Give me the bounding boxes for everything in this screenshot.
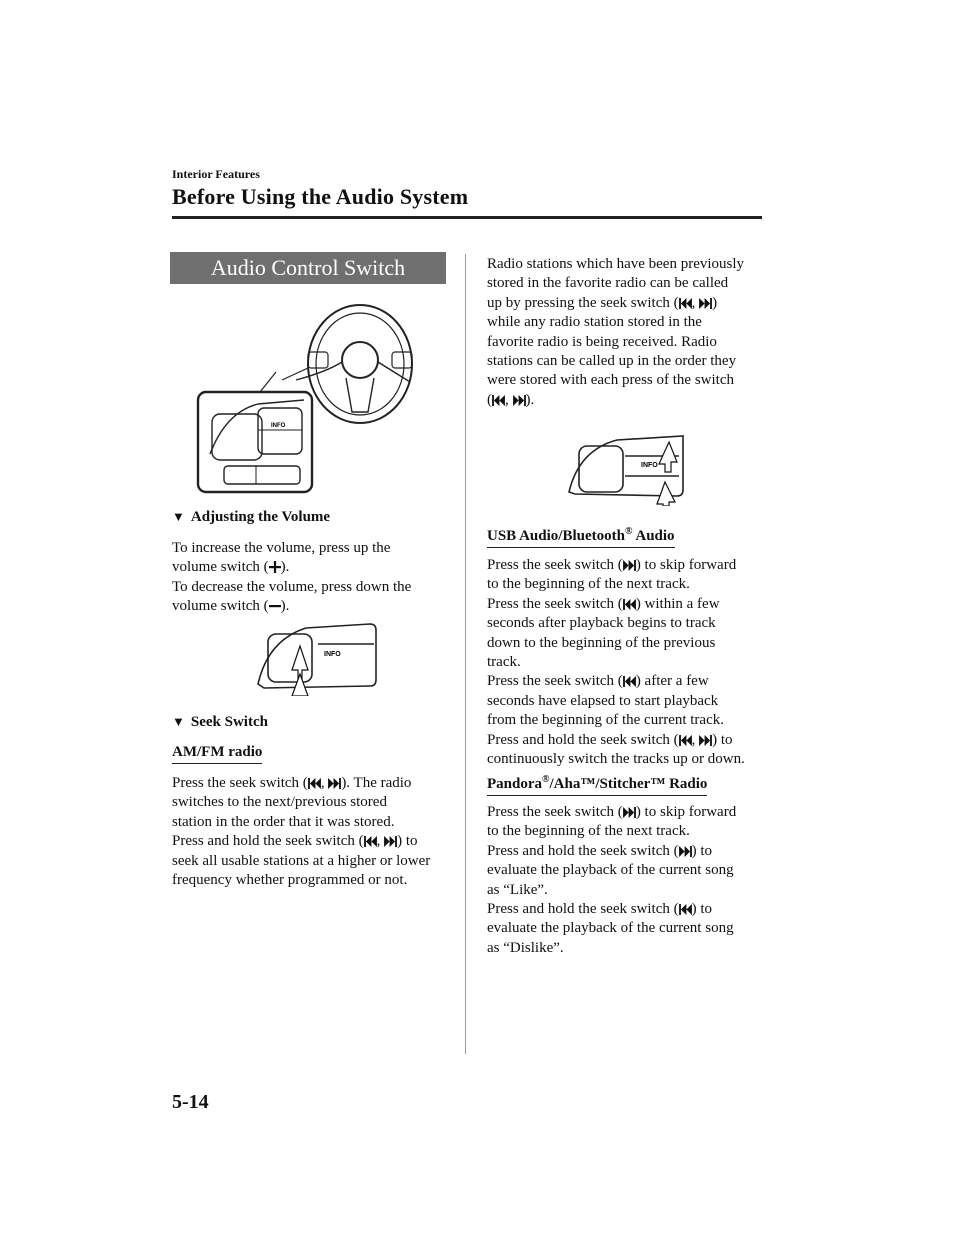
- volume-switch-illustration: [254, 618, 380, 696]
- seek-down-icon: [679, 735, 692, 746]
- seek-down-icon: [623, 599, 636, 610]
- seek-switch-illustration: [565, 432, 693, 506]
- amfm-heading: AM/FM radio: [172, 743, 262, 764]
- section-banner: Audio Control Switch: [170, 252, 446, 284]
- volume-text: To increase the volume, press up the volume switch ( ). To decrease the volume, press down the volume switch ( ).: [172, 540, 412, 615]
- usb-heading: USB Audio/Bluetooth® Audio: [487, 526, 675, 548]
- plus-icon: [269, 561, 281, 573]
- pandora-text: Press the seek switch ( ) to skip forward to the beginning of the next track. Press and hold the seek switch ( ) to evaluate the playback of the current song as “Like”. Press and hold the seek switch ( ) to evaluate the playback of the current song as “Dislike”.: [487, 804, 737, 956]
- seek-down-icon: [308, 778, 321, 789]
- info-label-2: INFO: [324, 651, 341, 658]
- header-rule: [172, 216, 762, 219]
- section-label: Interior Features: [172, 167, 260, 181]
- minus-icon: [269, 600, 281, 612]
- info-label-3: INFO: [641, 462, 658, 469]
- seek-heading: [172, 714, 268, 731]
- bullet-triangle-icon: ▼: [172, 714, 185, 729]
- seek-up-icon: [699, 735, 712, 746]
- chapter-title: Before Using the Audio System: [172, 184, 469, 209]
- pandora-heading: Pandora®/Aha™/Stitcher™ Radio: [487, 774, 707, 796]
- steering-wheel-illustration: [196, 300, 420, 496]
- volume-heading: [172, 509, 330, 526]
- page-number: 5-14: [172, 1091, 209, 1113]
- usb-text: Press the seek switch ( ) to skip forward to the beginning of the next track. Press the seek switch ( ) within a few seconds after playback begins to track down to the beginning of the previous track. Press the seek switch ( ) after a few seconds have elapsed to start playback from the beginning of the current track. Press and hold the seek switch ( , ) to continuously switch the tracks up or down.: [487, 557, 745, 768]
- column-divider: [465, 254, 466, 1054]
- seek-down-icon: [364, 836, 377, 847]
- seek-up-icon: [513, 395, 526, 406]
- amfm-text: Press the seek switch ( , ). The radio switches to the next/previous stored station in the order that it was stored. Press and hold the seek switch ( , ) to seek all usable stations at a higher or lower frequency whether programmed or not.: [172, 775, 431, 889]
- info-label: INFO: [271, 423, 286, 429]
- seek-down-icon: [492, 395, 505, 406]
- seek-up-icon: [699, 298, 712, 309]
- seek-up-icon: [623, 560, 636, 571]
- favorite-radio-text: Radio stations which have been previously stored in the favorite radio can be called up by pressing the seek switch ( , ) while any radio station stored in the favorite radio is being received. Radio stations can be called up in the order they were stored with each press of the switch ( , ).: [487, 256, 745, 408]
- seek-up-icon: [623, 807, 636, 818]
- volume-heading-text: Adjusting the Volume: [190, 509, 331, 525]
- seek-heading-text: Seek Switch: [190, 714, 268, 730]
- seek-up-icon: [679, 846, 692, 857]
- seek-down-icon: [623, 676, 636, 687]
- seek-down-icon: [679, 298, 692, 309]
- seek-up-icon: [328, 778, 341, 789]
- bullet-triangle-icon: ▼: [172, 509, 185, 524]
- seek-down-icon: [679, 904, 692, 915]
- seek-up-icon: [384, 836, 397, 847]
